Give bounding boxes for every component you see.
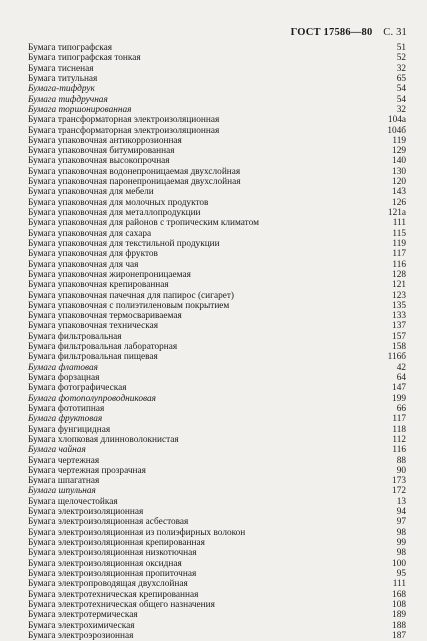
entry-name: Бумага электроизоляционная оксидная (28, 558, 182, 569)
index-entry (28, 507, 406, 517)
entry-page: 189 (392, 610, 406, 621)
entry-page: 117 (392, 249, 406, 260)
entry-name: Бумага электропроводящая двухслойная (28, 579, 188, 590)
entry-page: 98 (396, 527, 406, 538)
entry-page: 168 (392, 589, 406, 600)
entry-name: Бумага упаковочная крепированная (28, 280, 169, 291)
index-entry (28, 383, 406, 393)
entry-name: Бумага упаковочная жиронепроницаемая (28, 269, 191, 280)
entry-page: 13 (396, 496, 406, 507)
index-entry (28, 105, 406, 115)
entry-page: 123 (392, 290, 406, 301)
index-entry (28, 177, 406, 187)
entry-name: Бумага упаковочная с полиэтиленовым покрытием (28, 300, 230, 311)
entry-page: 140 (392, 156, 406, 167)
entry-name: Бумага типографская тонкая (28, 53, 141, 64)
standard-number: ГОСТ 17586—80 (290, 27, 373, 38)
entry-name: Бумага шпульная (28, 486, 96, 497)
entry-page: 187 (392, 630, 406, 641)
entry-name: Бумага форзацная (28, 373, 100, 383)
entry-page: 104б (387, 125, 406, 136)
entry-name: Бумага упаковочная для сахара (28, 228, 152, 239)
entry-page: 111 (392, 218, 406, 229)
entry-name: Бумага упаковочная для чая (28, 259, 139, 270)
entry-page: 116 (392, 445, 406, 456)
entry-name: Бумага щелочестойкая (28, 496, 118, 507)
entry-page: 143 (392, 187, 406, 198)
entry-page: 104а (387, 115, 406, 126)
entry-name: Бумага электротермическая (28, 610, 138, 621)
page-number: С. 31 (383, 27, 407, 38)
entry-page: 112 (392, 434, 406, 445)
entry-page: 117 (392, 414, 406, 425)
entry-name: Бумага чертежная (28, 455, 100, 466)
entry-name: Бумага титульная (28, 73, 98, 84)
entry-name: Бумага электрохимическая (28, 620, 135, 631)
entry-name: Бумага электротехническая крепированная (28, 589, 199, 600)
entry-name: Бумага электротехническая общего назначения (28, 599, 215, 610)
entry-name: Бумага хлопковая длинноволокнистая (28, 434, 179, 445)
entry-page: 52 (396, 53, 406, 64)
entry-page: 99 (396, 538, 406, 548)
entry-page: 128 (392, 269, 406, 280)
entry-name: Бумага упаковочная битумированная (28, 146, 175, 157)
index-entry (28, 590, 406, 600)
entry-name: Бумага фильтровальная лабораторная (28, 342, 178, 353)
entry-name: Бумага упаковочная для металлопродукции (28, 208, 201, 218)
entry-page: 97 (396, 517, 406, 528)
entry-page: 116б (387, 352, 406, 363)
index-entry (28, 517, 406, 527)
entry-page: 157 (392, 331, 406, 342)
index-entry (28, 270, 406, 280)
entry-name: Бумага фильтровальная пищевая (28, 352, 158, 363)
entry-page: 119 (392, 238, 406, 249)
index-entry (28, 146, 406, 156)
entry-name: Бумага электроизоляционная пропиточная (28, 568, 197, 579)
entry-name: Бумага упаковочная высокопрочная (28, 156, 170, 167)
index-entry (28, 115, 406, 125)
entry-page: 120 (392, 177, 406, 188)
entry-name: Бумага электроизоляционная асбестовая (28, 517, 189, 528)
entry-name: Бумага упаковочная термосвариваемая (28, 311, 182, 322)
index-entry (28, 64, 406, 74)
index-entry (28, 291, 406, 301)
index-entry (28, 208, 406, 218)
entry-name: Бумага электроизоляционная крепированная (28, 538, 205, 548)
index-entry (28, 321, 406, 331)
index-entry (28, 53, 406, 63)
entry-page: 32 (396, 104, 406, 115)
entry-name: Бумага типографская (28, 43, 113, 53)
entry-name: Бумага упаковочная водонепроницаемая двухслойная (28, 166, 241, 177)
index-entry (28, 538, 406, 548)
entry-page: 90 (396, 465, 406, 476)
entry-page: 119 (392, 135, 406, 146)
index-list (28, 43, 406, 641)
entry-name: Бумага упаковочная пачечная для папирос (сигарет) (28, 290, 235, 301)
entry-page: 95 (396, 568, 406, 579)
entry-page: 64 (396, 373, 406, 383)
entry-page: 135 (392, 300, 406, 311)
entry-page: 54 (396, 94, 406, 105)
entry-page: 94 (396, 507, 406, 518)
entry-name: Бумага упаковочная для мебели (28, 187, 154, 198)
index-entry (28, 373, 406, 383)
entry-name: Бумага упаковочная для фруктов (28, 249, 158, 260)
index-entry (28, 548, 406, 558)
index-entry (28, 311, 406, 321)
entry-page: 199 (392, 393, 406, 404)
entry-page: 130 (392, 166, 406, 177)
entry-name: Бумага тисненая (28, 63, 94, 74)
entry-page: 65 (396, 73, 406, 84)
index-entry (28, 352, 406, 362)
entry-name: Бумага-тифдрук (28, 84, 95, 95)
entry-page: 108 (392, 599, 406, 610)
entry-page: 118 (392, 424, 406, 435)
index-entry (28, 569, 406, 579)
index-entry (28, 456, 406, 466)
entry-page: 54 (396, 84, 406, 95)
index-entry (28, 239, 406, 249)
entry-page: 158 (392, 342, 406, 353)
entry-page: 32 (396, 63, 406, 74)
entry-name: Бумага чайная (28, 445, 86, 456)
index-entry (28, 126, 406, 136)
entry-name: Бумага электроизоляционная низкотючная (28, 548, 197, 559)
index-entry (28, 95, 406, 105)
entry-name: Бумага электроизоляционная (28, 507, 144, 518)
entry-name: Бумага шпагатная (28, 476, 100, 487)
entry-page: 100 (392, 558, 406, 569)
index-entry (28, 229, 406, 239)
index-entry (28, 497, 406, 507)
entry-name: Бумага трансформаторная электроизоляционная (28, 115, 220, 126)
index-entry (28, 167, 406, 177)
entry-name: Бумага флатовая (28, 362, 98, 373)
index-entry (28, 43, 406, 53)
index-entry (28, 466, 406, 476)
entry-name: Бумага упаковочная паронепроницаемая двухслойная (28, 177, 241, 188)
index-entry (28, 445, 406, 455)
entry-name: Бумага тифдручная (28, 94, 108, 105)
index-entry (28, 476, 406, 486)
index-entry (28, 528, 406, 538)
entry-name: Бумага упаковочная для текстильной продукции (28, 238, 220, 249)
page-header (291, 27, 407, 38)
entry-page: 121 (392, 280, 406, 291)
index-entry (28, 610, 406, 620)
entry-name: Бумага фотографическая (28, 383, 127, 394)
index-entry (28, 249, 406, 259)
entry-page: 51 (396, 43, 406, 53)
entry-page: 115 (392, 228, 406, 239)
index-entry (28, 394, 406, 404)
index-entry (28, 156, 406, 166)
index-entry (28, 414, 406, 424)
entry-name: Бумага фотополупроводниковая (28, 393, 156, 404)
entry-page: 66 (396, 403, 406, 414)
entry-page: 137 (392, 321, 406, 332)
entry-name: Бумага трансформаторная электроизоляционная (28, 125, 220, 136)
index-entry (28, 600, 406, 610)
entry-name: Бумага электроизоляционная из полиэфирных волокон (28, 527, 246, 538)
entry-page: 98 (396, 548, 406, 559)
index-entry (28, 218, 406, 228)
entry-name: Бумага фруктовая (28, 414, 103, 425)
index-entry (28, 404, 406, 414)
entry-name: Бумага торшонированная (28, 104, 132, 115)
index-entry (28, 198, 406, 208)
entry-name: Бумага упаковочная антикоррозионная (28, 135, 182, 146)
index-entry (28, 280, 406, 290)
entry-page: 173 (392, 476, 406, 487)
entry-page: 121а (387, 208, 406, 218)
index-entry (28, 486, 406, 496)
entry-page: 172 (392, 486, 406, 497)
index-entry (28, 621, 406, 631)
entry-page: 126 (392, 197, 406, 208)
entry-name: Бумага фильтровальная (28, 331, 122, 342)
index-entry (28, 435, 406, 445)
entry-page: 116 (392, 259, 406, 270)
index-entry (28, 559, 406, 569)
index-entry (28, 74, 406, 84)
index-entry (28, 363, 406, 373)
entry-page: 129 (392, 146, 406, 157)
index-entry (28, 136, 406, 146)
entry-name: Бумага упаковочная для районов с тропическим климатом (28, 218, 259, 229)
entry-name: Бумага фототипная (28, 403, 105, 414)
index-entry (28, 332, 406, 342)
entry-page: 147 (392, 383, 406, 394)
entry-name: Бумага фунгицидная (28, 424, 111, 435)
index-entry (28, 425, 406, 435)
entry-name: Бумага упаковочная техническая (28, 321, 159, 332)
index-entry (28, 579, 406, 589)
entry-name: Бумага упаковочная для молочных продуктов (28, 197, 209, 208)
index-entry (28, 84, 406, 94)
index-entry (28, 187, 406, 197)
entry-page: 133 (392, 311, 406, 322)
entry-name: Бумага чертежная прозрачная (28, 465, 146, 476)
entry-page: 111 (392, 579, 406, 590)
index-entry (28, 342, 406, 352)
entry-page: 188 (392, 620, 406, 631)
entry-page: 42 (396, 362, 406, 373)
entry-name: Бумага электроэрозионная (28, 630, 134, 641)
index-entry (28, 301, 406, 311)
entry-page: 88 (396, 455, 406, 466)
index-entry (28, 260, 406, 270)
